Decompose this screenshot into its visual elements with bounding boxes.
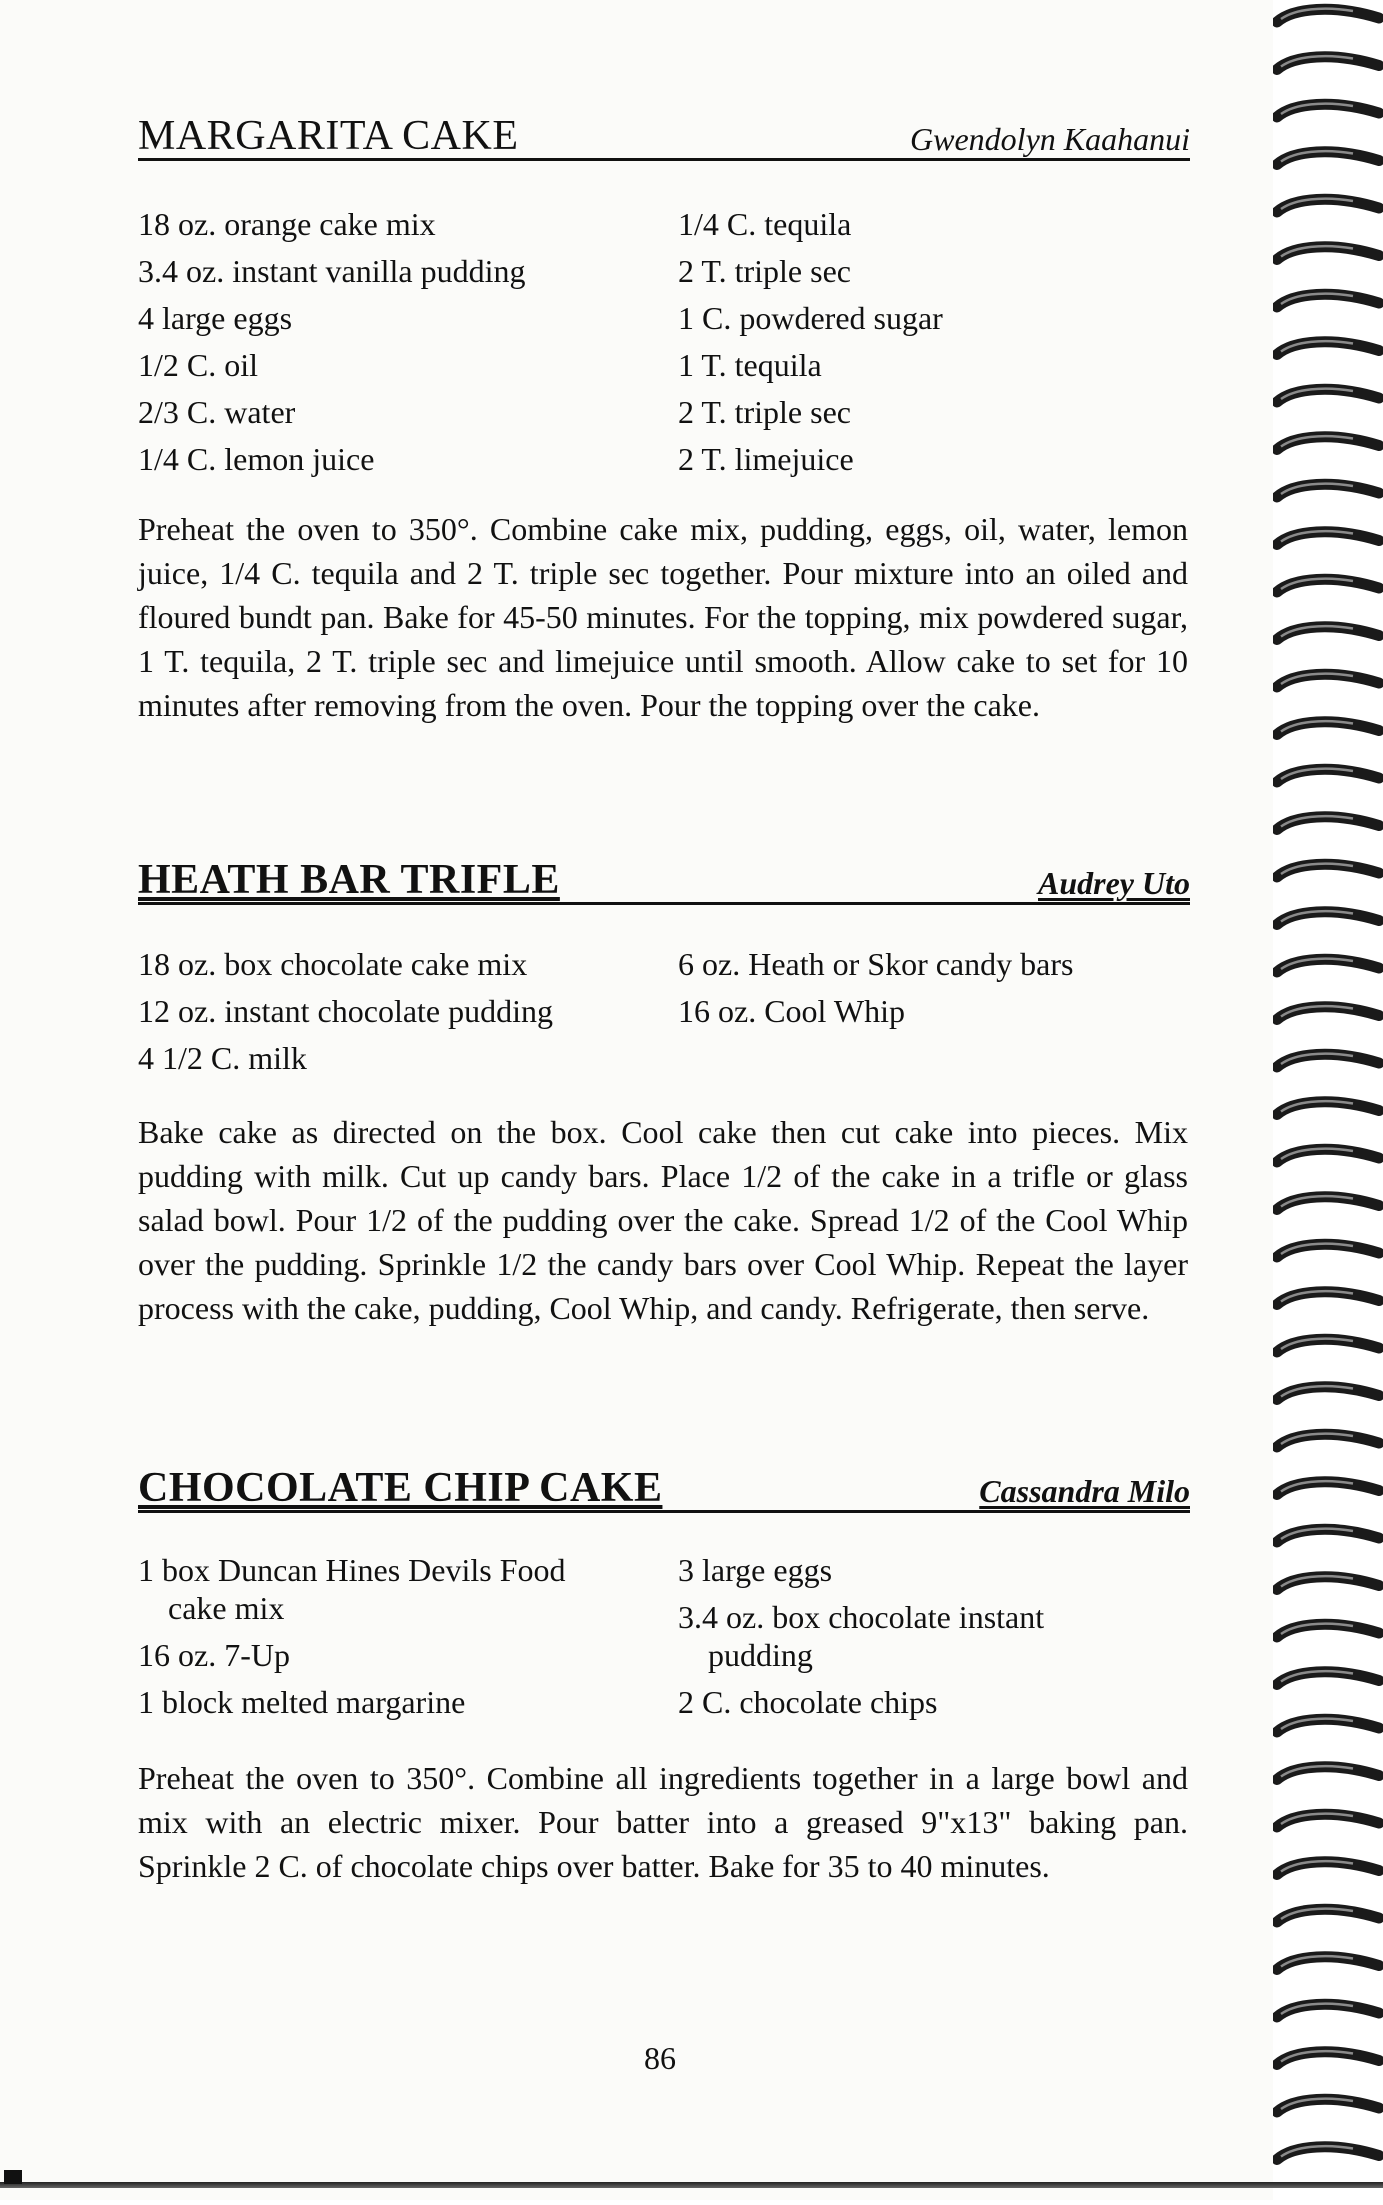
spiral-coil — [1277, 484, 1379, 497]
ingredient-list — [138, 201, 1190, 483]
ingredient-item: 18 oz. box chocolate cake mix — [138, 946, 528, 982]
recipe-instructions: Bake cake as directed on the box. Cool cake then cut cake into pieces. Mix pudding with milk. Cut up candy bars. Place 1/2 of the cake in a trifle or glass salad bowl. Pour 1/2 of the pudding over the cake. Spread 1/2 of the Cool Whip over the pudding. Sprinkle 1/2 the candy bars over Cool Whip. Repeat the layer process with the cake, pudding, Cool Whip, and candy. Refrigerate, then serve. — [138, 1114, 1188, 1326]
ingredient-column-right — [678, 201, 1178, 483]
ingredient-column-right — [678, 941, 1178, 1082]
recipe-title: HEATH BAR TRIFLE — [138, 857, 560, 903]
ingredient-item: 12 oz. instant chocolate pudding — [138, 993, 554, 1029]
ingredient-item: 2 T. limejuice — [678, 441, 854, 477]
spiral-coil — [1277, 1007, 1379, 1020]
spiral-coil — [1277, 1054, 1379, 1067]
recipe-author: Gwendolyn Kaahanui — [910, 121, 1190, 157]
spiral-coil — [1277, 104, 1379, 117]
page-bottom-edge — [0, 2182, 1383, 2188]
spiral-coil — [1277, 817, 1379, 830]
spiral-coil — [1277, 1957, 1379, 1970]
spiral-coil — [1277, 722, 1379, 735]
spiral-coil — [1277, 1102, 1379, 1115]
spiral-coil — [1277, 1387, 1379, 1400]
ingredient-item: 16 oz. 7-Up — [138, 1637, 290, 1673]
ingredient-item: 18 oz. orange cake mix — [138, 206, 436, 242]
spiral-coil — [1277, 1339, 1379, 1352]
ingredient-item: pudding — [708, 1637, 813, 1673]
ingredient-item: 6 oz. Heath or Skor candy bars — [678, 946, 1074, 982]
spiral-coils — [1273, 0, 1383, 2200]
spiral-coil — [1277, 2004, 1379, 2017]
ingredient-item: 2 T. triple sec — [678, 253, 851, 289]
spiral-coil — [1277, 199, 1379, 212]
recipe-margarita-cake — [138, 98, 1190, 759]
recipe-instructions: Preheat the oven to 350°. Combine cake mix, pudding, eggs, oil, water, lemon juice, 1/4 C. tequila and 2 T. triple sec together. Pour mixture into an oiled and floured bundt pan. Bake for 45-50 minutes. For the topping, mix powdered sugar, 1 T. tequila, 2 T. triple sec and limejuice until smooth. Allow cake to set for 10 minutes after removing from the oven. Pour the topping over the cake. — [138, 511, 1188, 723]
spiral-coil — [1277, 1767, 1379, 1780]
ingredient-list — [138, 1547, 1190, 1726]
spiral-coil — [1277, 152, 1379, 165]
ingredient-item: 2/3 C. water — [138, 394, 296, 430]
recipe-author: Audrey Uto — [1038, 865, 1190, 901]
recipe-title: CHOCOLATE CHIP CAKE — [138, 1465, 663, 1511]
recipe-header — [138, 842, 1190, 905]
spiral-coil — [1277, 1292, 1379, 1305]
ingredient-column-right — [678, 1547, 1178, 1726]
spiral-coil — [1277, 9, 1379, 22]
spiral-coil — [1277, 959, 1379, 972]
ingredient-item: 2 T. triple sec — [678, 394, 851, 430]
ingredient-item: 16 oz. Cool Whip — [678, 993, 905, 1029]
ingredient-item: cake mix — [168, 1590, 285, 1626]
spiral-coil — [1277, 2099, 1379, 2112]
recipe-title: MARGARITA CAKE — [138, 113, 519, 159]
spiral-coil — [1277, 57, 1379, 70]
ingredient-item: 1 block melted margarine — [138, 1684, 466, 1720]
ingredient-item: 4 1/2 C. milk — [138, 1040, 307, 1076]
recipe-chocolate-chip-cake — [138, 1450, 1190, 1920]
ingredient-item: 1 C. powdered sugar — [678, 300, 943, 336]
spiral-coil — [1277, 1814, 1379, 1827]
spiral-coil — [1277, 1672, 1379, 1685]
spiral-coil — [1277, 912, 1379, 925]
ingredient-item: 2 C. chocolate chips — [678, 1684, 938, 1720]
spiral-coil — [1277, 294, 1379, 307]
spiral-binding — [1273, 0, 1383, 2200]
spiral-coil — [1277, 1434, 1379, 1447]
spiral-coil — [1277, 1909, 1379, 1922]
ingredient-item: 1 box Duncan Hines Devils Food — [138, 1552, 566, 1588]
page-number: 86 — [644, 2040, 676, 2076]
spiral-coil — [1277, 864, 1379, 877]
ingredient-item: 3.4 oz. box chocolate instant — [678, 1599, 1045, 1635]
spiral-coil — [1277, 579, 1379, 592]
spiral-coil — [1277, 1149, 1379, 1162]
ingredient-item: 4 large eggs — [138, 300, 293, 336]
ingredient-list — [138, 941, 1190, 1082]
spiral-coil — [1277, 627, 1379, 640]
ingredient-item: 1 T. tequila — [678, 347, 822, 383]
spiral-coil — [1277, 532, 1379, 545]
recipe-header — [138, 1450, 1190, 1513]
ingredient-column-left — [138, 1547, 678, 1726]
ingredient-item: 3 large eggs — [678, 1552, 833, 1588]
spiral-coil — [1277, 1862, 1379, 1875]
spiral-coil — [1277, 247, 1379, 260]
spiral-coil — [1277, 2052, 1379, 2065]
edge-mark — [4, 2170, 22, 2184]
spiral-coil — [1277, 1244, 1379, 1257]
spiral-coil — [1277, 389, 1379, 402]
spiral-coil — [1277, 769, 1379, 782]
spiral-coil — [1277, 1719, 1379, 1732]
spiral-coil — [1277, 2147, 1379, 2160]
ingredient-item: 1/4 C. lemon juice — [138, 441, 375, 477]
spiral-coil — [1277, 1482, 1379, 1495]
recipe-author: Cassandra Milo — [979, 1473, 1190, 1509]
spiral-coil — [1277, 437, 1379, 450]
ingredient-item: 3.4 oz. instant vanilla pudding — [138, 253, 526, 289]
spiral-coil — [1277, 1577, 1379, 1590]
ingredient-column-left — [138, 201, 678, 483]
spiral-coil — [1277, 342, 1379, 355]
ingredient-item: 1/4 C. tequila — [678, 206, 852, 242]
spiral-coil — [1277, 674, 1379, 687]
recipe-heath-bar-trifle — [138, 842, 1190, 1362]
ingredient-item: 1/2 C. oil — [138, 347, 259, 383]
spiral-coil — [1277, 1624, 1379, 1637]
recipe-instructions: Preheat the oven to 350°. Combine all ingredients together in a large bowl and mix with an electric mixer. Pour batter into a greased 9"x13" baking pan. Sprinkle 2 C. of chocolate chips over batter. Bake for 35 to 40 minutes. — [138, 1760, 1188, 1884]
spiral-coil — [1277, 1529, 1379, 1542]
spiral-coil — [1277, 1197, 1379, 1210]
ingredient-column-left — [138, 941, 678, 1082]
recipe-header — [138, 98, 1190, 161]
